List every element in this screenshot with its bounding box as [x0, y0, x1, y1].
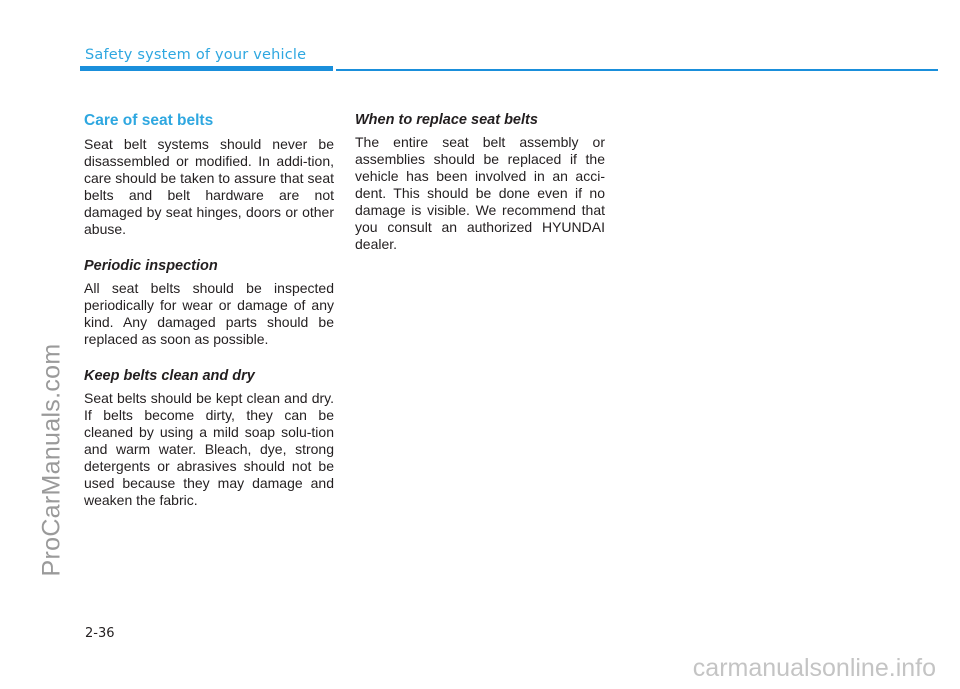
right-column — [355, 112, 605, 253]
periodic-heading: Periodic inspection — [84, 258, 218, 274]
care-paragraph: Seat belt systems should never be disassembled or modified. In addi-tion, care should be taken to assure that seat belts and belt hardware are not damaged by seat hinges, doors or other abuse. — [84, 136, 334, 237]
care-heading: Care of seat belts — [84, 112, 214, 129]
bottom-watermark: carmanualsonline.info — [692, 654, 936, 682]
replace-paragraph: The entire seat belt assembly or assemblies should be replaced if the vehicle has been involved in an acci-dent. This should be done even if no damage is visible. We recommend that you consult an authorized HYUNDAI dealer. — [355, 134, 605, 252]
page-number: 2-36 — [85, 626, 115, 641]
header-rule — [336, 69, 938, 71]
clean-heading: Keep belts clean and dry — [84, 368, 255, 384]
side-watermark-text: ProCarManuals.com — [37, 343, 66, 577]
side-watermark — [22, 0, 82, 689]
left-column — [84, 112, 334, 509]
clean-paragraph: Seat belts should be kept clean and dry. If belts become dirty, they can be cleaned by using a mild soap solu-tion and warm water. Bleach, dye, strong detergents or abrasives should not be used because they may damage and weaken the fabric. — [84, 390, 334, 508]
header-accent-bar — [80, 66, 333, 71]
chapter-header-title: Safety system of your vehicle — [85, 47, 307, 63]
periodic-paragraph: All seat belts should be inspected periodically for wear or damage of any kind. Any damaged parts should be replaced as soon as possible. — [84, 280, 334, 347]
replace-heading: When to replace seat belts — [355, 112, 538, 128]
